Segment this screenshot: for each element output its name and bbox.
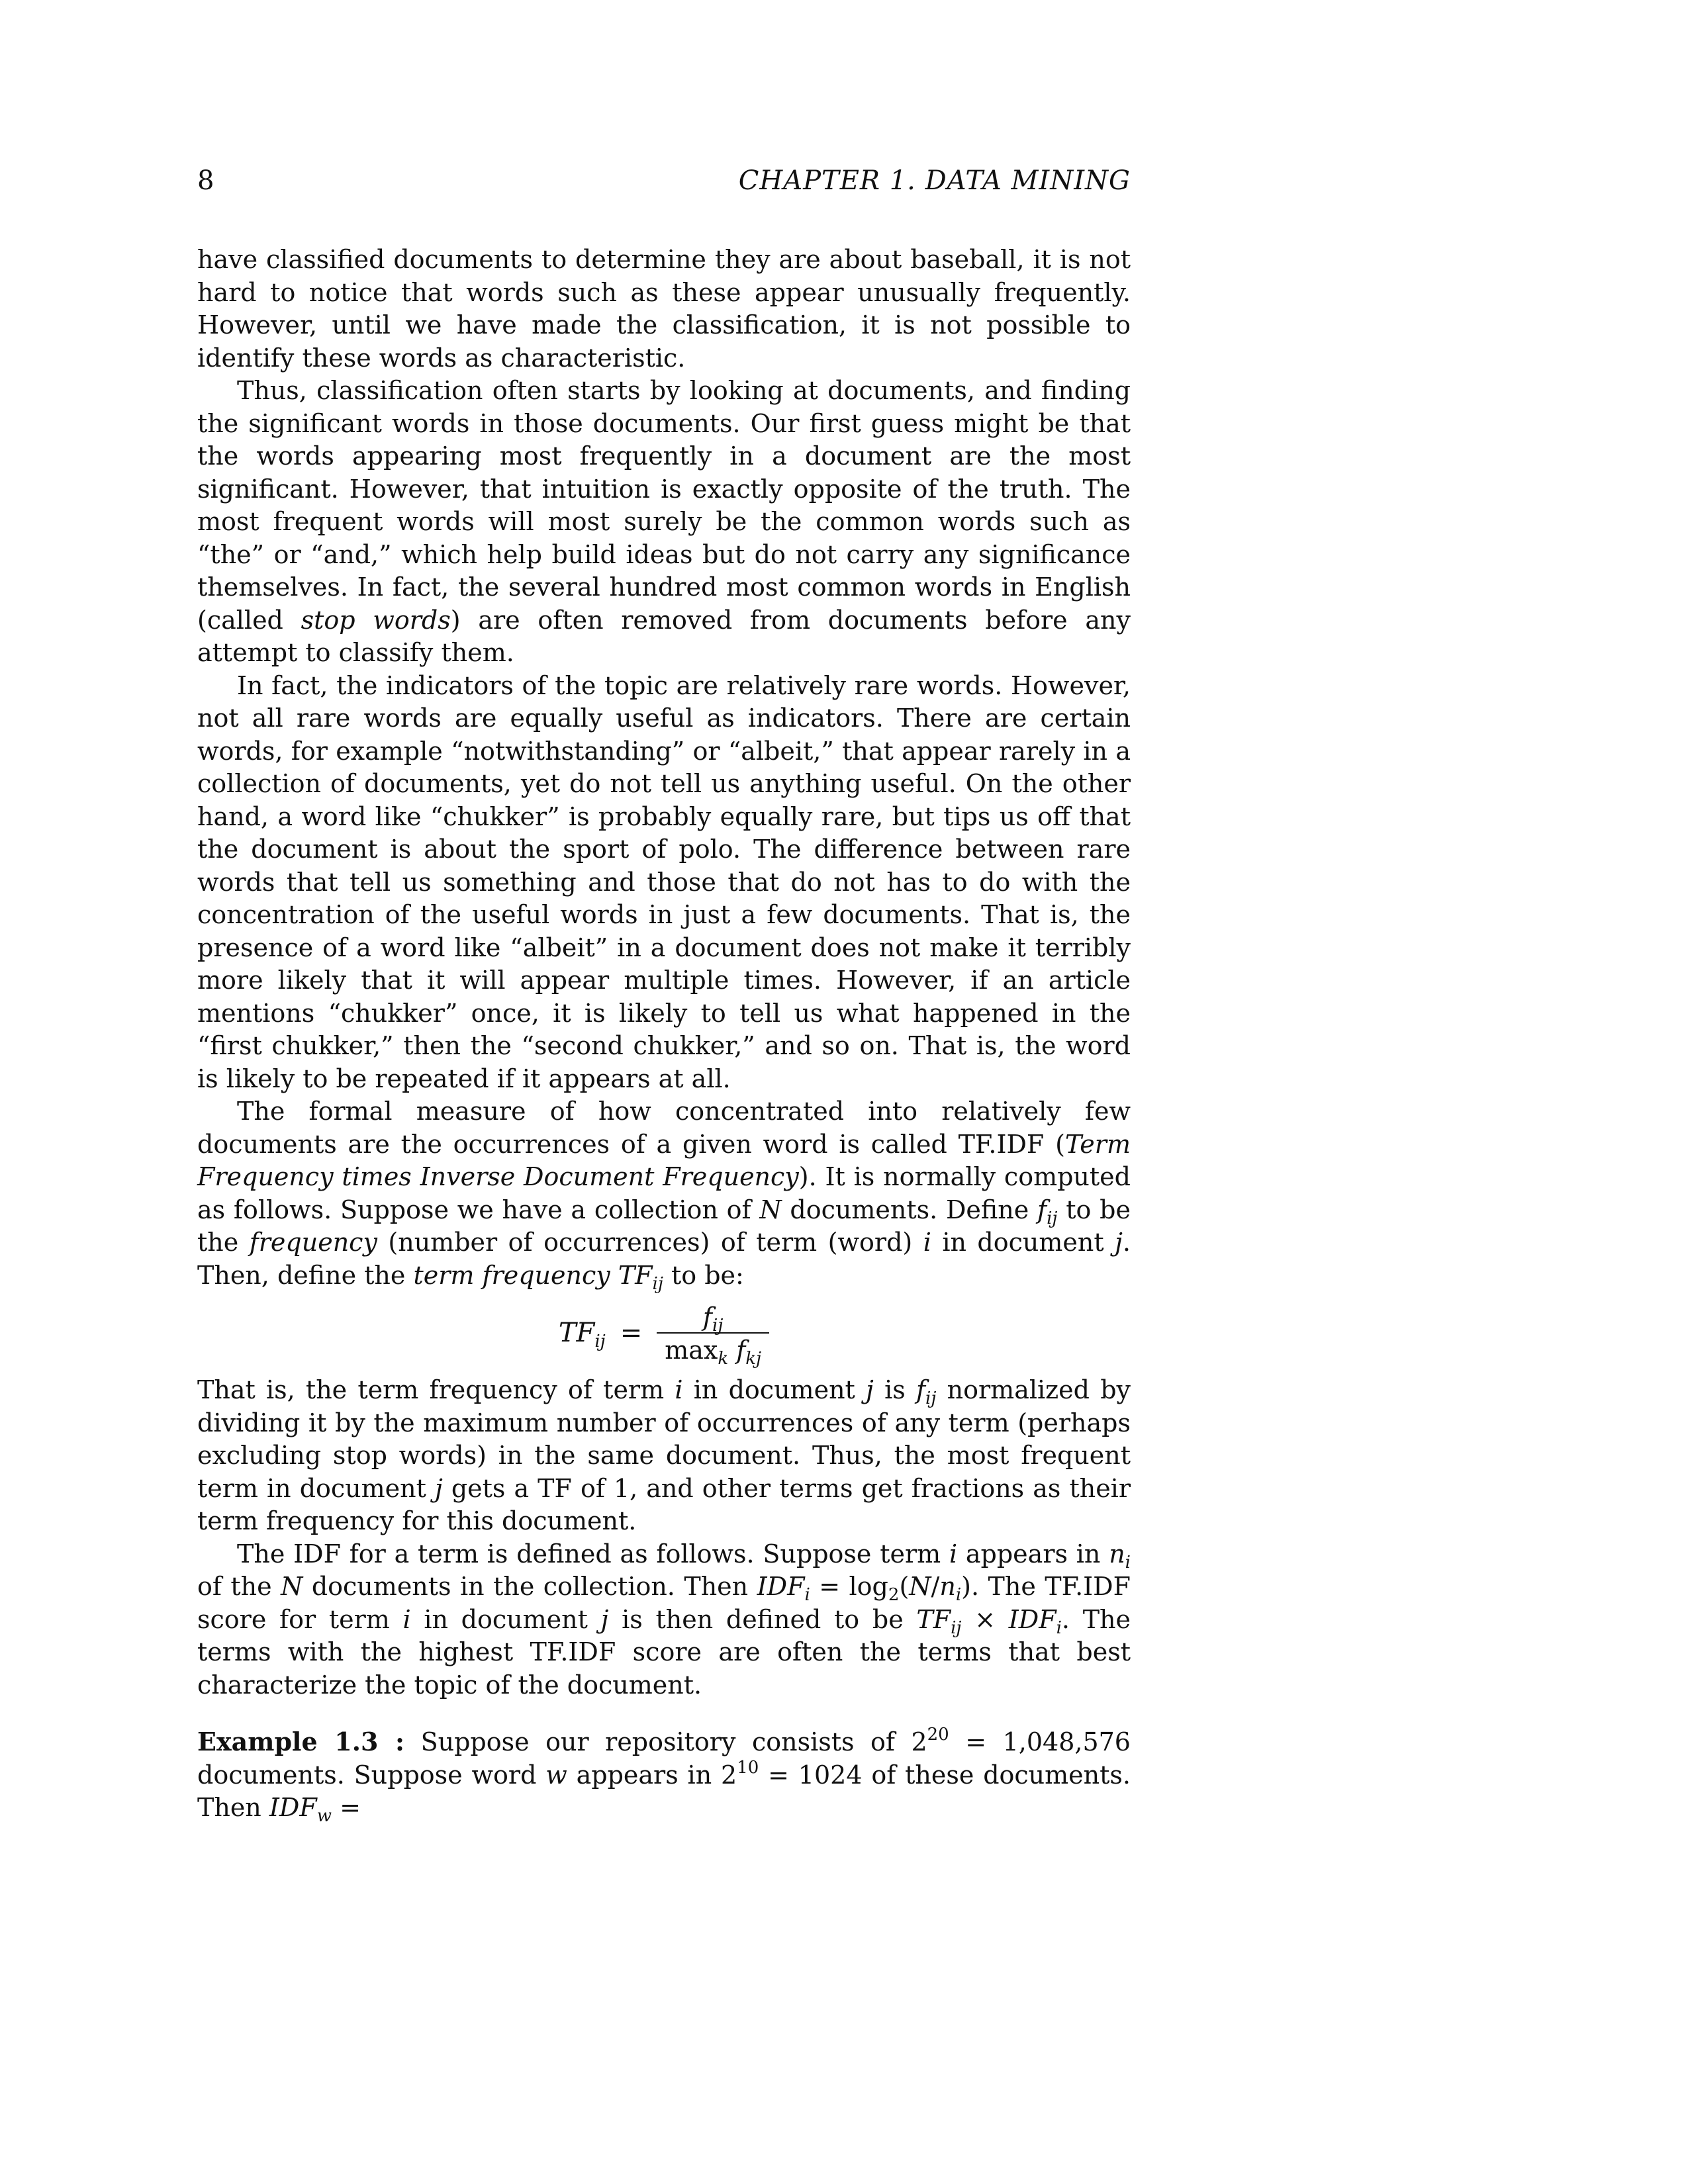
- page-number: 8: [197, 165, 214, 196]
- fraction-denominator: $\max_k f_{kj}$: [657, 1332, 769, 1365]
- example-label: Example 1.3 :: [197, 1727, 405, 1756]
- paragraph-1: have classified documents to determine they are about baseball, it is not hard to notice that words such as these appear unusually frequently. However, until we have made the classification, it is not possible to identify these words as characteristic.: [197, 245, 1131, 373]
- tf-equation: [197, 1297, 1131, 1370]
- equation-lhs: $TF_{ij}$: [558, 1318, 606, 1352]
- example-1-3: Example 1.3 : Suppose our repository consists of $2^{20} = 1,048,576$ documents. Suppose word w appears in $2^{10} = 1024$ of these documents. Then $IDF_w$ =: [197, 1725, 1131, 1826]
- running-header: CHAPTER 1. DATA MINING: [738, 165, 1131, 196]
- paragraph-4: The formal measure of how concentrated into relatively few documents are the occurrences of a given word is called TF.IDF (Term Frequency times Inverse Document Frequency). It is normally computed as follows. Suppose we have a collection of N documents. Define $f_{ij}$ to be the frequency (number of occurrences) of term (word) i in document j. Then, define the term frequency $TF_{ij}$ to be:: [197, 1097, 1131, 1294]
- equals-sign: =: [620, 1318, 643, 1349]
- paragraph-6: The IDF for a term is defined as follows. Suppose term i appears in $n_i$ of the N documents in the collection. Then $IDF_i = \log_2(N/n_i)$. The TF.IDF score for term i in document j is then defined to be $TF_{ij} \times IDF_i$. The terms with the highest TF.IDF score are often the terms that best characterize the topic of the document.: [197, 1539, 1131, 1700]
- paragraph-3: In fact, the indicators of the topic are relatively rare words. However, not all rare words are equally useful as indicators. There are certain words, for example “notwithstanding” or “albeit,” that appear rarely in a collection of documents, yet do not tell us anything useful. On the other hand, a word like “chukker” is probably equally rare, but tips us off that the document is about the sport of polo. The difference between rare words that tell us something and those that do not has to do with the concentration of the useful words in just a few documents. That is, the presence of a word like “albeit” in a document does not make it terribly more likely that it will appear multiple times. However, if an article mentions “chukker” once, it is likely to tell us what happened in the “first chukker,” then the “second chukker,” and so on. That is, the word is likely to be repeated if it appears at all.: [197, 670, 1131, 1093]
- fraction-numerator: $f_{ij}$: [702, 1302, 724, 1336]
- paragraph-5: That is, the term frequency of term i in document j is $f_{ij}$ normalized by dividing it by the maximum number of occurrences of any term (perhaps excluding stop words) in the same document. Thus, the most frequent term in document j gets a TF of 1, and other terms get fractions as their term frequency for this document.: [197, 1375, 1131, 1535]
- stop-words-term: stop words: [301, 605, 451, 635]
- paragraph-2: Thus, classification often starts by looking at documents, and finding the significant words in those documents. Our first guess might be that the words appearing most frequently in a document are the most significant. However, that intuition is exactly opposite of the truth. The most frequent words will most surely be the common words such as “the” or “and,” which help build ideas but do not carry any significance themselves. In fact, the several hundred most common words in English (called stop words) are often removed from documents before any attempt to classify them.: [197, 376, 1131, 667]
- equation-fraction: [657, 1302, 769, 1369]
- body-text: [197, 244, 1131, 1825]
